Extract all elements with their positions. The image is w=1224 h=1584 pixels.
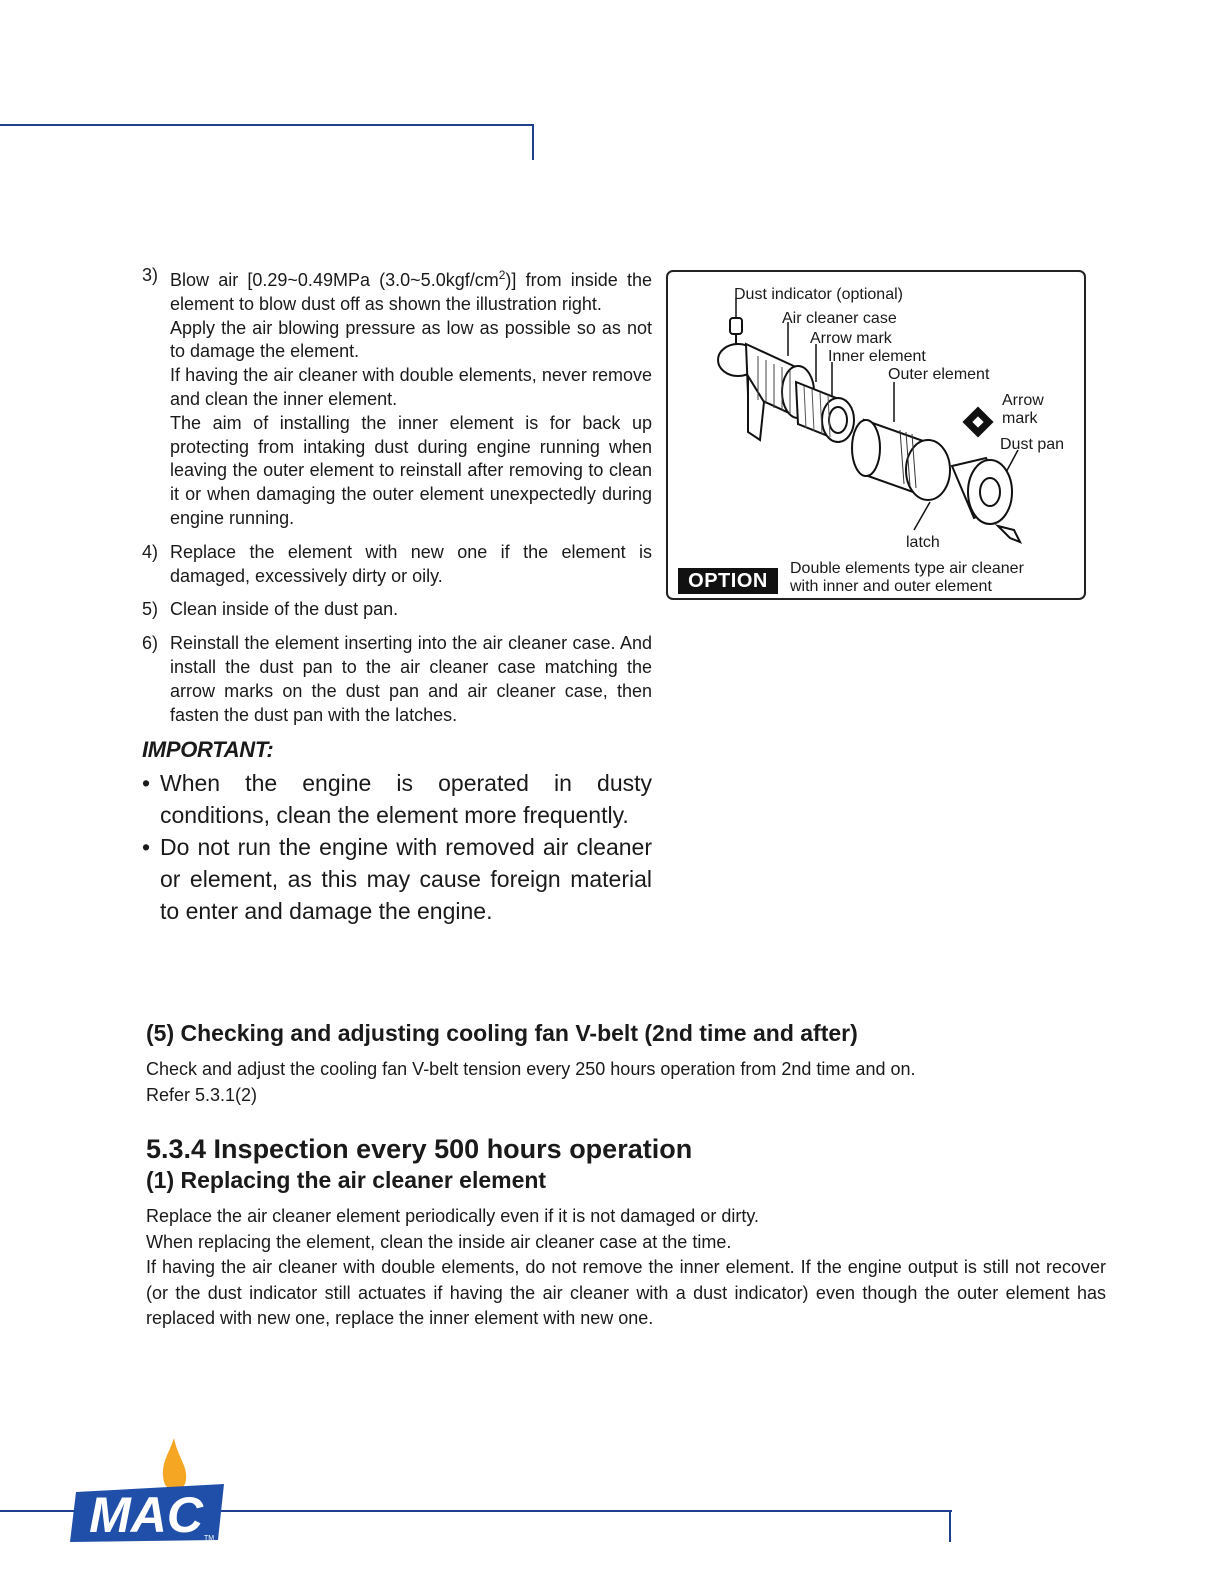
bullet-text: Do not run the engine with removed air cleaner or element, as this may cause foreign material to enter and damage the engine. [160,834,652,925]
logo-trademark: TM [204,1535,215,1542]
label-outer-element: Outer element [888,366,990,383]
bullet-icon: • [142,834,151,861]
step-3-line-2: Apply the air blowing pressure as low as possible so as not to damage the element. [170,317,652,362]
label-arrow-right-2: mark [1002,410,1038,427]
procedure-column [142,264,652,927]
step-number: 3) [142,265,159,285]
flame-icon [163,1438,186,1491]
mac-logo [68,1436,232,1544]
section-5 [146,1020,1106,1108]
bullet-text: When the engine is operated in dusty conditions, clean the element more frequently. [160,770,652,829]
header-rule-tick [532,124,534,160]
bullet-icon: • [142,770,151,797]
step-3 [142,264,652,531]
step-number: 5) [142,599,159,620]
section-5-3-4-heading: 5.3.4 Inspection every 500 hours operation [146,1134,693,1164]
figure-caption-line-2: with inner and outer element [790,578,992,595]
step-body: Clean inside of the dust pan. [170,599,399,620]
step-body: Replace the element with new one if the element is damaged, excessively dirty or oily. [170,541,652,586]
label-dust-indicator: Dust indicator (optional) [734,286,903,303]
important-heading: IMPORTANT: [142,737,274,763]
step-number: 4) [142,541,159,562]
step-number: 6) [142,633,159,654]
label-arrow-mark: Arrow mark [810,330,892,347]
step-3-line-4: The aim of installing the inner element is for back up protecting from intaking dust during engine running when leaving the outer element to reinstall after removing to clean it or when damaging the outer element unexpectedly during engine running. [170,412,652,528]
section-5-heading: (5) Checking and adjusting cooling fan V-belt (2nd time and after) [146,1020,858,1046]
logo-text: MAC [89,1487,203,1543]
figure-caption-line-1: Double elements type air cleaner [790,560,1024,577]
label-air-cleaner-case: Air cleaner case [782,310,897,327]
step-5 [142,598,652,622]
step-6 [142,632,652,727]
section-5-reference: Refer 5.3.1(2) [146,1084,258,1105]
label-latch: latch [906,534,940,551]
subsection-1-heading: (1) Replacing the air cleaner element [146,1167,547,1193]
step-body: Reinstall the element inserting into the air cleaner case. And install the dust pan to the air cleaner case matching the arrow marks on the dust pan and air cleaner case, then fasten the dust pan with the latches. [170,633,652,725]
header-rule [0,124,534,126]
air-cleaner-figure [666,270,1086,600]
important-bullet [142,767,652,831]
subsection-1-para-2: When replacing the element, clean the inside air cleaner case at the time. [146,1231,732,1252]
label-arrow-right-1: Arrow [1002,392,1044,409]
label-inner-element: Inner element [828,348,926,365]
important-bullet [142,831,652,927]
subsection-1-para-3: If having the air cleaner with double elements, do not remove the inner element. If the engine output is still not recover (or the dust indicator still actuates if having the air cleaner with a dust indicator) even though the outer element has replaced with new one, replace the inner element with new one. [146,1257,1106,1329]
step-4 [142,541,652,589]
step-body [170,264,652,531]
section-5-3-4 [146,1134,1106,1332]
superscript: 2 [498,268,506,282]
option-badge: OPTION [678,568,778,594]
subsection-1-para-1: Replace the air cleaner element periodically even if it is not damaged or dirty. [146,1206,759,1226]
step-3-line-1: Blow air [0.29~0.49MPa $(3.0\sim 5.0kgf/cm^2)$] from inside the element to blow dust off as shown the illustration right. [170,268,652,314]
label-dust-pan: Dust pan [1000,436,1065,453]
footer-rule-tick [949,1510,951,1542]
step-3-line-3: If having the air cleaner with double elements, never remove and clean the inner element. [170,365,652,409]
section-5-text: Check and adjust the cooling fan V-belt tension every 250 hours operation from 2nd time and on. [146,1059,916,1079]
